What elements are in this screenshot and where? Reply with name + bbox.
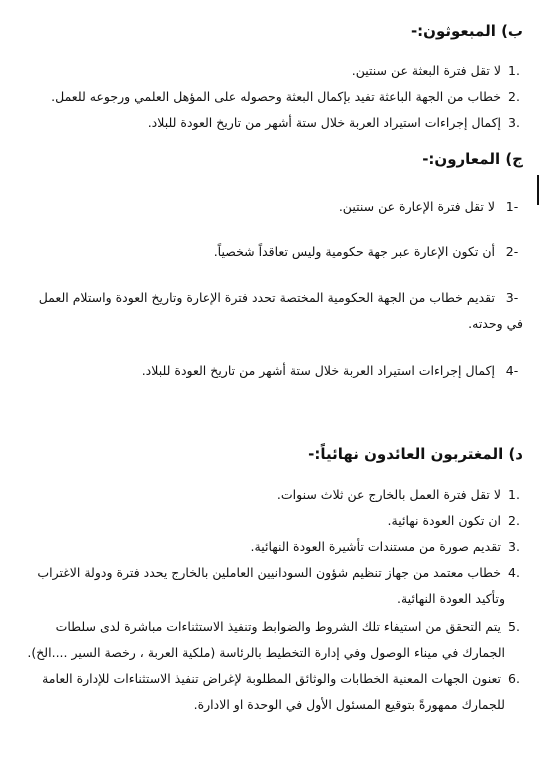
list-item: 1.لا تقل فترة البعثة عن سنتين. (351, 63, 520, 78)
list-item: 3-تقديم خطاب من الجهة الحكومية المختصة تحدد فترة الإعارة وتاريخ العودة واستلام العمل (38, 290, 519, 305)
list-item-continuation: في وحدته. (468, 316, 523, 331)
list-item: 4.خطاب معتمد من جهاز تنظيم شؤون السودانيين العاملين بالخارج يحدد فترة ودولة الاغتراب (37, 565, 520, 580)
list-item-continuation: وتأكيد العودة النهائية. (397, 591, 505, 606)
list-item: 4-إكمال إجراءات استيراد العربة خلال ستة أشهر من تاريخ العودة للبلاد. (141, 363, 519, 378)
list-item: 2.خطاب من الجهة الباعثة تفيد بإكمال البعثة وحصوله على المؤهل العلمي ورجوعه للعمل. (51, 89, 520, 104)
list-item-continuation: للجمارك ممهورةً بتوقيع المسئول الأول في الوحدة او الادارة. (193, 697, 505, 712)
list-item: 3.تقديم صورة من مستندات تأشيرة العودة النهائية. (250, 539, 520, 554)
list-item: 2.ان تكون العودة نهائية. (387, 513, 520, 528)
section-b-heading: ب) المبعوثون:- (410, 22, 523, 40)
list-item: 1-لا تقل فترة الإعارة عن سنتين. (338, 199, 519, 214)
list-item: 5.يتم التحقق من استيفاء تلك الشروط والضوابط وتنفيذ الاستثناءات مباشرة لدى سلطات (55, 619, 520, 634)
list-item: 1.لا تقل فترة العمل بالخارج عن ثلاث سنوات. (276, 487, 520, 502)
section-d-heading: د) المغتربون العائدون نهائياً:- (308, 445, 523, 463)
list-item: 2-أن تكون الإعارة عبر جهة حكومية وليس تعاقداً شخصياً. (213, 244, 519, 259)
list-item: 3.إكمال إجراءات استيراد العربة خلال ستة أشهر من تاريخ العودة للبلاد. (147, 115, 520, 130)
list-item-continuation: الجمارك في ميناء الوصول وفي إدارة التخطيط بالرئاسة (ملكية العربة ، رخصة السير ....الخ). (27, 645, 505, 660)
list-item: 6.تعنون الجهات المعنية الخطابات والوثائق المطلوبة لإغراض تنفيذ الاستثناءات للإدارة العامة (42, 671, 520, 686)
section-j-heading: ج) المعارون:- (422, 150, 523, 168)
